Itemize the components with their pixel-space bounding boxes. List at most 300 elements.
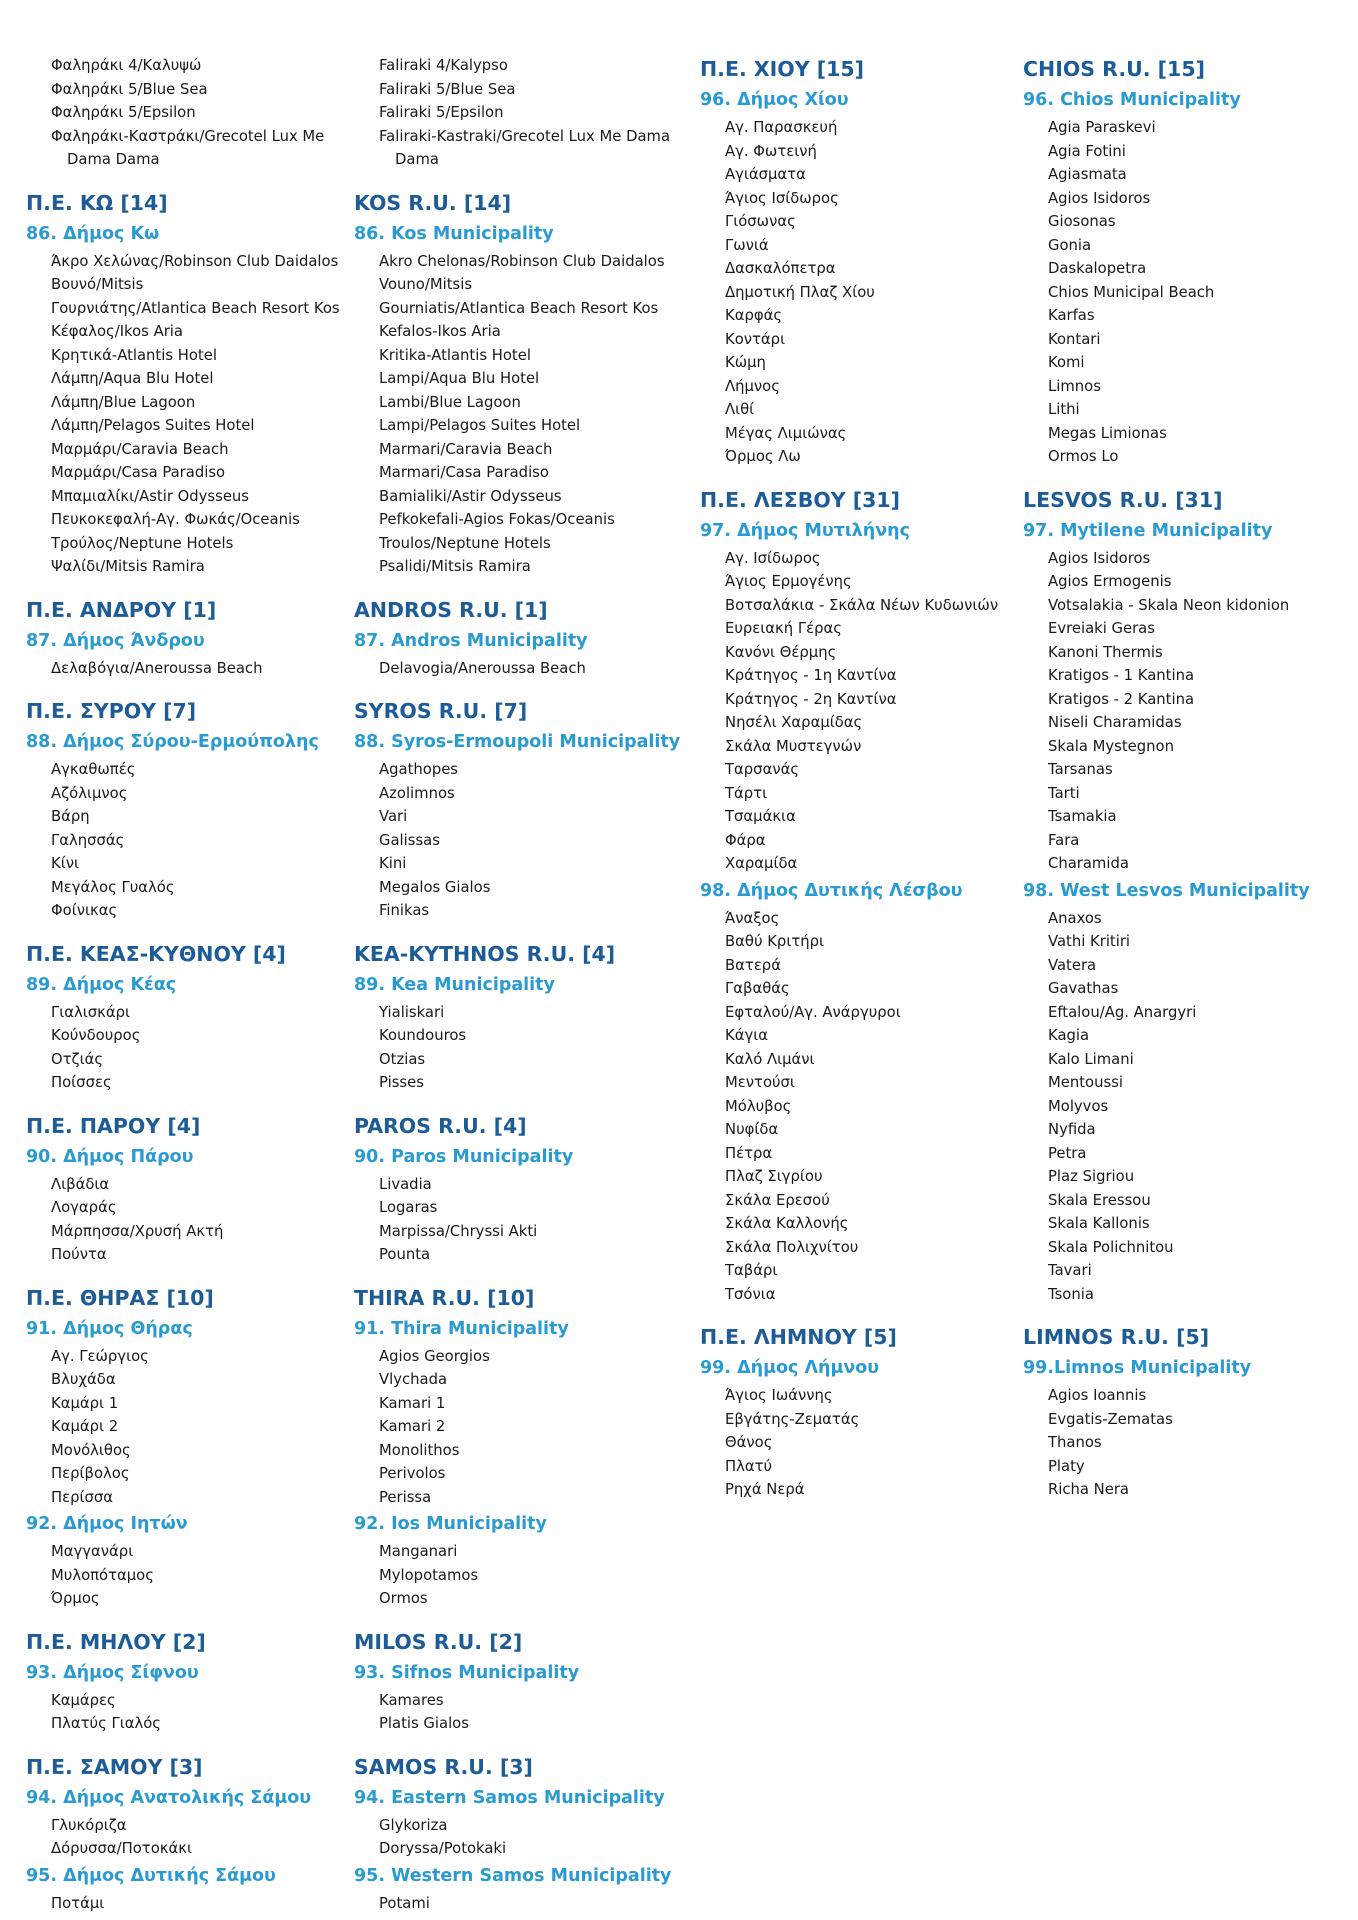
- beach-item: Monolithos: [379, 1441, 460, 1459]
- beach-list: [700, 547, 1020, 876]
- beach-item: Γαβαθάς: [725, 980, 790, 997]
- beach-item: Kini: [379, 855, 407, 872]
- beach-item: Άκρο Χελώνας/Robinson Club Daidalos: [51, 252, 339, 270]
- municipality-heading: 99.Limnos Municipality: [1023, 1358, 1252, 1378]
- municipality-heading: 88. Syros-Ermoupoli Municipality: [354, 732, 681, 752]
- beach-item: Megalos Gialos: [379, 878, 491, 896]
- municipality-heading: 89. Kea Municipality: [354, 974, 555, 995]
- beach-item: Kamares: [379, 1691, 444, 1709]
- beach-item: Kratigos - 2 Kantina: [1048, 690, 1195, 708]
- beach-item: Καμάρι 1: [51, 1394, 119, 1412]
- beach-item: Karfas: [1048, 307, 1095, 324]
- beach-item: Οτζιάς: [51, 1050, 104, 1068]
- beach-item: Agiasmata: [1048, 166, 1127, 183]
- beach-item: Κρητικά-Atlantis Hotel: [51, 346, 217, 364]
- beach-item: Περίσσα: [51, 1488, 114, 1506]
- beach-item: Μονόλιθος: [51, 1441, 131, 1459]
- beach-item: Άγιος Ιωάννης: [725, 1387, 833, 1404]
- municipality-heading: 94. Δήμος Ανατολικής Σάμου: [26, 1787, 312, 1808]
- beach-item: Λήμνος: [725, 377, 780, 395]
- beach-item: Κάγια: [725, 1027, 768, 1044]
- beach-list: [26, 1689, 351, 1736]
- beach-item: Πλαζ Σιγρίου: [725, 1168, 823, 1185]
- beach-list: [354, 1173, 694, 1267]
- beach-item: Πλατύ: [725, 1457, 773, 1475]
- regional-unit-heading: Π.Ε. ΧΙΟΥ [15]: [700, 57, 864, 81]
- beach-item: Δημοτική Πλαζ Χίου: [725, 283, 875, 301]
- beach-list: [26, 54, 351, 172]
- beach-item: Nyfida: [1048, 1121, 1096, 1138]
- beach-list: [26, 1173, 351, 1267]
- beach-item: Kagia: [1048, 1027, 1090, 1044]
- beach-item: Vari: [379, 808, 408, 825]
- beach-item: Petra: [1048, 1144, 1087, 1162]
- beach-list: [354, 1814, 694, 1861]
- beach-list: [26, 657, 351, 681]
- regional-unit-heading: Π.Ε. ΘΗΡΑΣ [10]: [26, 1285, 214, 1310]
- municipality-heading: 98. Δήμος Δυτικής Λέσβου: [700, 880, 963, 901]
- regional-unit-heading: Π.Ε. ΑΝΔΡΟΥ [1]: [26, 597, 217, 622]
- beach-item: Votsalakia - Skala Neon kidonion: [1048, 596, 1290, 614]
- beach-item: Galissas: [379, 831, 440, 849]
- beach-item: Perissa: [379, 1488, 432, 1506]
- beach-item: Lithi: [1048, 401, 1080, 418]
- beach-item: Μπαμιαλίκι/Astir Odysseus: [51, 487, 250, 505]
- beach-list: [354, 1689, 694, 1736]
- regional-unit-heading: Π.Ε. ΜΗΛΟΥ [2]: [26, 1629, 206, 1654]
- municipality-heading: 97. Mytilene Municipality: [1023, 520, 1273, 541]
- beach-item: Μαρμάρι/Casa Paradiso: [51, 464, 226, 481]
- beach-item: Όρμος: [51, 1590, 100, 1607]
- beach-item: Agios Isidoros: [1048, 549, 1151, 567]
- beach-item: Λιθί: [725, 401, 755, 418]
- beach-item: Πούντα: [51, 1246, 107, 1263]
- beach-item: Χαραμίδα: [725, 855, 798, 872]
- beach-item: Skala Polichnitou: [1048, 1238, 1174, 1256]
- beach-item: Richa Nera: [1048, 1481, 1129, 1498]
- beach-item: Κράτηγος - 1η Καντίνα: [725, 667, 897, 684]
- regional-unit-heading: ANDROS R.U. [1]: [354, 597, 548, 622]
- beach-list: [26, 250, 351, 579]
- beach-item: Vlychada: [379, 1371, 448, 1388]
- beach-item: Φοίνικας: [51, 902, 118, 919]
- beach-item: Marmari/Casa Paradiso: [379, 464, 549, 481]
- beach-list: [700, 116, 1020, 469]
- beach-item: Logaras: [379, 1199, 438, 1216]
- beach-item: Ρηχά Νερά: [725, 1481, 805, 1498]
- municipality-block: [700, 485, 1020, 876]
- regional-unit-heading: Π.Ε. ΠΑΡΟΥ [4]: [26, 1113, 201, 1138]
- beach-item: Manganari: [379, 1543, 458, 1560]
- beach-item: Kefalos-Ikos Aria: [379, 323, 501, 340]
- beach-item: Βουνό/Mitsis: [51, 276, 144, 293]
- beach-item: Fara: [1048, 831, 1080, 849]
- beach-item: Δασκαλόπετρα: [725, 260, 836, 277]
- beach-item: Γλυκόριζα: [51, 1816, 127, 1834]
- municipality-block: [26, 1861, 351, 1916]
- beach-item: Skala Mystegnon: [1048, 737, 1174, 755]
- beach-item: Eftalou/Ag. Anargyri: [1048, 1003, 1197, 1021]
- beach-item: Agios Ioannis: [1048, 1387, 1147, 1404]
- beach-item: Bamialiki/Astir Odysseus: [379, 487, 562, 505]
- municipality-heading: 95. Δήμος Δυτικής Σάμου: [26, 1865, 276, 1886]
- beach-item: Mylopotamos: [379, 1566, 479, 1584]
- municipality-heading: 87. Andros Municipality: [354, 630, 588, 651]
- beach-item: Σκάλα Μυστεγνών: [725, 737, 862, 755]
- municipality-block: [354, 595, 694, 681]
- beach-item: Λάμπη/Aqua Blu Hotel: [51, 370, 214, 387]
- beach-item: Koundouros: [379, 1027, 467, 1044]
- beach-item: Lampi/Aqua Blu Hotel: [379, 370, 540, 387]
- beach-item: Gourniatis/Atlantica Beach Resort Kos: [379, 299, 659, 317]
- beach-item: Pisses: [379, 1074, 424, 1091]
- beach-item: Σκάλα Πολιχνίτου: [725, 1238, 859, 1256]
- beach-list: [1023, 547, 1353, 876]
- beach-item: Κούνδουρος: [51, 1027, 141, 1044]
- beach-item: Thanos: [1048, 1434, 1102, 1451]
- municipality-heading: 96. Chios Municipality: [1023, 90, 1241, 110]
- beach-item: Βλυχάδα: [51, 1371, 116, 1388]
- beach-item: Platy: [1048, 1457, 1085, 1475]
- beach-item: Φαληράκι-Καστράκι/Grecotel Lux Me Dama Dama: [51, 127, 325, 168]
- municipality-block: [354, 1627, 694, 1736]
- beach-item: Γουρνιάτης/Atlantica Beach Resort Kos: [51, 299, 340, 317]
- municipality-block: [354, 1283, 694, 1510]
- beach-item: Τσαμάκια: [725, 808, 796, 825]
- beach-item: Λάμπη/Pelagos Suites Hotel: [51, 417, 255, 434]
- beach-item: Agia Fotini: [1048, 142, 1126, 160]
- beach-item: Ευρειακή Γέρας: [725, 620, 842, 637]
- municipality-heading: 91. Δήμος Θήρας: [26, 1318, 193, 1339]
- beach-item: Faliraki-Kastraki/Grecotel Lux Me Dama Dama: [379, 127, 671, 168]
- beach-item: Εβγάτης-Ζεματάς: [725, 1410, 860, 1428]
- beach-item: Μέγας Λιμιώνας: [725, 424, 847, 442]
- beach-item: Marmari/Caravia Beach: [379, 440, 553, 458]
- municipality-block: [26, 939, 351, 1095]
- beach-item: Faliraki 4/Kalypso: [379, 57, 508, 74]
- beach-item: Αγ. Φωτεινή: [725, 142, 817, 160]
- beach-item: Agios Ermogenis: [1048, 573, 1172, 590]
- municipality-block: [354, 1509, 694, 1611]
- municipality-heading: 90. Δήμος Πάρου: [26, 1146, 194, 1167]
- municipality-heading: 87. Δήμος Άνδρου: [26, 630, 205, 651]
- beach-item: Marpissa/Chryssi Akti: [379, 1222, 538, 1240]
- beach-list: [354, 1001, 694, 1095]
- beach-item: Ταβάρι: [725, 1262, 778, 1279]
- beach-list: [354, 657, 694, 681]
- beach-item: Φαληράκι 5/Epsilon: [51, 104, 196, 121]
- municipality-block: [354, 1111, 694, 1267]
- regional-unit-heading: LESVOS R.U. [31]: [1023, 487, 1223, 512]
- municipality-block: [26, 1111, 351, 1267]
- beach-item: Ποτάμι: [51, 1894, 105, 1912]
- beach-item: Καρφάς: [725, 307, 783, 324]
- beach-item: Μάρπησσα/Χρυσή Ακτή: [51, 1222, 224, 1240]
- beach-item: Κέφαλος/Ikos Aria: [51, 323, 183, 340]
- beach-item: Troulos/Neptune Hotels: [379, 534, 551, 552]
- regional-unit-heading: CHIOS R.U. [15]: [1023, 57, 1205, 81]
- beach-item: Τσόνια: [725, 1285, 776, 1303]
- regional-unit-heading: Π.Ε. ΚΕΑΣ-ΚΥΘΝΟΥ [4]: [26, 941, 286, 966]
- municipality-heading: 92. Ios Municipality: [354, 1514, 547, 1534]
- beach-item: Finikas: [379, 902, 430, 919]
- beach-item: Plaz Sigriou: [1048, 1168, 1135, 1185]
- beach-item: Megas Limionas: [1048, 424, 1167, 442]
- beach-item: Μυλοπόταμος: [51, 1566, 154, 1584]
- beach-item: Νυφίδα: [725, 1121, 779, 1138]
- municipality-block: [26, 1509, 351, 1611]
- beach-item: Ormos: [379, 1590, 428, 1607]
- beach-item: Pounta: [379, 1246, 431, 1263]
- beach-item: Azolimnos: [379, 784, 455, 802]
- beach-item: Άγιος Ισίδωρος: [725, 189, 839, 207]
- beach-item: Molyvos: [1048, 1097, 1109, 1115]
- municipality-heading: 90. Paros Municipality: [354, 1146, 574, 1167]
- beach-item: Niseli Charamidas: [1048, 714, 1182, 731]
- municipality-block: [26, 1627, 351, 1736]
- municipality-heading: 95. Western Samos Municipality: [354, 1865, 672, 1886]
- beach-item: Akro Chelonas/Robinson Club Daidalos: [379, 252, 665, 270]
- beach-list: [354, 758, 694, 923]
- beach-item: Perivolos: [379, 1465, 446, 1482]
- beach-list: [354, 1540, 694, 1611]
- beach-item: Ormos Lo: [1048, 448, 1119, 465]
- beach-item: Βάρη: [51, 808, 90, 825]
- beach-item: Βαθύ Κριτήρι: [725, 933, 825, 950]
- beach-item: Νησέλι Χαραμίδας: [725, 714, 863, 731]
- beach-item: Κίνι: [51, 855, 79, 872]
- regional-unit-heading: MILOS R.U. [2]: [354, 1629, 523, 1654]
- beach-item: Potami: [379, 1894, 430, 1912]
- beach-item: Faliraki 5/Blue Sea: [379, 80, 516, 98]
- beach-item: Λιβάδια: [51, 1175, 110, 1193]
- beach-item: Κώμη: [725, 354, 766, 371]
- column-4: [1023, 54, 1353, 1502]
- regional-unit-heading: KOS R.U. [14]: [354, 190, 512, 215]
- beach-item: Tsamakia: [1048, 808, 1117, 825]
- beach-item: Περίβολος: [51, 1465, 130, 1482]
- beach-item: Βοτσαλάκια - Σκάλα Νέων Κυδωνιών: [725, 596, 999, 614]
- municipality-block: [354, 1861, 694, 1916]
- regional-unit-heading: PAROS R.U. [4]: [354, 1113, 527, 1138]
- beach-item: Κανόνι Θέρμης: [725, 643, 837, 661]
- regional-unit-heading: THIRA R.U. [10]: [354, 1285, 535, 1310]
- municipality-block: [1023, 54, 1353, 469]
- beach-item: Άναξος: [725, 909, 780, 927]
- beach-item: Kritika-Atlantis Hotel: [379, 346, 531, 364]
- municipality-block: [354, 1752, 694, 1861]
- beach-item: Ποίσσες: [51, 1074, 112, 1091]
- beach-item: Αγ. Ισίδωρος: [725, 549, 821, 567]
- beach-item: Αγκαθωπές: [51, 761, 136, 778]
- municipality-block: [1023, 1322, 1353, 1502]
- beach-item: Delavogia/Aneroussa Beach: [379, 659, 586, 677]
- beach-item: Otzias: [379, 1050, 426, 1068]
- municipality-heading: 93. Sifnos Municipality: [354, 1662, 580, 1683]
- beach-item: Vathi Kritiri: [1048, 933, 1131, 950]
- municipality-heading: 86. Δήμος Κω: [26, 223, 160, 244]
- beach-item: Δόρυσσα/Ποτοκάκι: [51, 1840, 192, 1857]
- beach-item: Πέτρα: [725, 1144, 773, 1162]
- municipality-heading: 91. Thira Municipality: [354, 1318, 569, 1339]
- beach-item: Αγ. Παρασκευή: [725, 119, 838, 136]
- beach-item: Agios Isidoros: [1048, 189, 1151, 207]
- beach-item: Tarti: [1048, 784, 1080, 802]
- column-3: [700, 54, 1020, 1502]
- beach-item: Mentoussi: [1048, 1074, 1124, 1091]
- beach-item: Κοντάρι: [725, 330, 786, 348]
- beach-item: Evgatis-Zematas: [1048, 1410, 1173, 1428]
- municipality-block: [354, 696, 694, 923]
- municipality-block: [26, 696, 351, 923]
- beach-item: Σκάλα Ερεσού: [725, 1191, 830, 1209]
- beach-list: [354, 54, 694, 172]
- beach-item: Φαληράκι 5/Blue Sea: [51, 80, 208, 98]
- beach-item: Δελαβόγια/Aneroussa Beach: [51, 659, 263, 677]
- beach-item: Λογαράς: [51, 1199, 117, 1216]
- beach-item: Psalidi/Mitsis Ramira: [379, 558, 531, 575]
- municipality-block: [700, 1322, 1020, 1502]
- beach-item: Εφταλού/Αγ. Ανάργυροι: [725, 1003, 901, 1021]
- beach-list: [354, 1892, 694, 1916]
- municipality-block: [354, 939, 694, 1095]
- beach-item: Μαγγανάρι: [51, 1543, 134, 1560]
- beach-item: Φάρα: [725, 831, 766, 849]
- beach-item: Giosonas: [1048, 213, 1116, 230]
- regional-unit-heading: LIMNOS R.U. [5]: [1023, 1325, 1210, 1349]
- beach-list: [354, 1345, 694, 1510]
- beach-item: Πευκοκεφαλή-Αγ. Φωκάς/Oceanis: [51, 511, 300, 528]
- beach-list: [26, 758, 351, 923]
- column-2: [354, 54, 694, 1915]
- beach-item: Μαρμάρι/Caravia Beach: [51, 440, 229, 458]
- beach-item: Gonia: [1048, 236, 1092, 254]
- municipality-block: [700, 54, 1020, 469]
- beach-item: Ψαλίδι/Mitsis Ramira: [51, 558, 205, 575]
- municipality-heading: 98. West Lesvos Municipality: [1023, 880, 1310, 901]
- municipality-block: [26, 595, 351, 681]
- beach-item: Αγ. Γεώργιος: [51, 1347, 149, 1365]
- beach-item: Βατερά: [725, 956, 781, 974]
- beach-item: Πλατύς Γιαλός: [51, 1715, 161, 1732]
- beach-item: Glykoriza: [379, 1816, 448, 1834]
- beach-item: Tarsanas: [1048, 761, 1113, 778]
- beach-item: Kamari 1: [379, 1394, 446, 1412]
- beach-item: Θάνος: [725, 1434, 773, 1451]
- beach-item: Skala Kallonis: [1048, 1215, 1150, 1232]
- beach-item: Doryssa/Potokaki: [379, 1840, 507, 1857]
- municipality-heading: 89. Δήμος Κέας: [26, 974, 177, 995]
- municipality-block: [700, 876, 1020, 1307]
- municipality-block: [26, 1283, 351, 1510]
- beach-list: [26, 1345, 351, 1510]
- beach-item: Μόλυβος: [725, 1097, 792, 1115]
- beach-list: [26, 1814, 351, 1861]
- municipality-block: [1023, 876, 1353, 1307]
- beach-list: [354, 250, 694, 579]
- beach-item: Yialiskari: [379, 1003, 445, 1021]
- beach-item: Platis Gialos: [379, 1715, 469, 1732]
- regional-unit-heading: Π.Ε. ΛΗΜΝΟΥ [5]: [700, 1325, 897, 1349]
- beach-item: Ταρσανάς: [725, 761, 800, 778]
- beach-item: Σκάλα Καλλονής: [725, 1215, 849, 1232]
- beach-item: Καμάρι 2: [51, 1418, 119, 1435]
- beach-item: Τάρτι: [725, 784, 768, 802]
- beach-list: [1023, 907, 1353, 1307]
- beach-item: Gavathas: [1048, 980, 1119, 997]
- beach-item: Skala Eressou: [1048, 1191, 1151, 1209]
- beach-item: Agathopes: [379, 761, 459, 778]
- beach-item: Evreiaki Geras: [1048, 620, 1155, 637]
- beach-item: Αγιάσματα: [725, 166, 806, 183]
- beach-item: Daskalopetra: [1048, 260, 1147, 277]
- municipality-block: [26, 54, 351, 172]
- regional-unit-heading: Π.Ε. ΣΑΜΟΥ [3]: [26, 1754, 203, 1779]
- beach-item: Γαλησσάς: [51, 831, 125, 849]
- beach-item: Vouno/Mitsis: [379, 276, 473, 293]
- municipality-block: [26, 1752, 351, 1861]
- municipality-heading: 97. Δήμος Μυτιλήνης: [700, 520, 910, 541]
- municipality-block: [354, 188, 694, 579]
- beach-item: Anaxos: [1048, 909, 1102, 927]
- beach-list: [26, 1540, 351, 1611]
- beach-item: Kamari 2: [379, 1418, 446, 1435]
- beach-item: Kalo Limani: [1048, 1050, 1134, 1068]
- regional-unit-heading: Π.Ε. ΛΕΣΒΟΥ [31]: [700, 487, 901, 512]
- municipality-heading: 99. Δήμος Λήμνου: [700, 1358, 880, 1378]
- beach-item: Livadia: [379, 1175, 432, 1193]
- beach-item: Agia Paraskevi: [1048, 119, 1156, 136]
- beach-list: [1023, 1384, 1353, 1502]
- beach-list: [26, 1001, 351, 1095]
- municipality-heading: 94. Eastern Samos Municipality: [354, 1787, 665, 1808]
- beach-list: [26, 1892, 351, 1916]
- beach-item: Γιόσωνας: [725, 213, 796, 230]
- municipality-heading: 86. Kos Municipality: [354, 223, 554, 244]
- beach-item: Lampi/Pelagos Suites Hotel: [379, 417, 581, 434]
- beach-item: Charamida: [1048, 855, 1129, 872]
- beach-item: Τρούλος/Neptune Hotels: [51, 534, 234, 552]
- beach-item: Lambi/Blue Lagoon: [379, 393, 521, 411]
- municipality-heading: 88. Δήμος Σύρου-Ερμούπολης: [26, 732, 319, 752]
- beach-item: Καμάρες: [51, 1691, 116, 1709]
- regional-unit-heading: Π.Ε. ΣΥΡΟΥ [7]: [26, 699, 197, 723]
- beach-item: Κράτηγος - 2η Καντίνα: [725, 690, 897, 708]
- beach-item: Μεγάλος Γυαλός: [51, 878, 175, 896]
- beach-list: [700, 907, 1020, 1307]
- municipality-heading: 93. Δήμος Σίφνου: [26, 1662, 199, 1683]
- beach-item: Λάμπη/Blue Lagoon: [51, 393, 196, 411]
- beach-item: Kanoni Thermis: [1048, 643, 1163, 661]
- beach-item: Φαληράκι 4/Καλυψώ: [51, 57, 202, 74]
- beach-item: Kontari: [1048, 330, 1101, 348]
- beach-item: Γιαλισκάρι: [51, 1003, 131, 1021]
- beach-item: Chios Municipal Beach: [1048, 283, 1215, 301]
- beach-item: Pefkokefali-Agios Fokas/Oceanis: [379, 511, 615, 528]
- beach-item: Όρμος Λω: [725, 448, 801, 465]
- municipality-block: [354, 54, 694, 172]
- column-1: [26, 54, 351, 1915]
- beach-list: [700, 1384, 1020, 1502]
- beach-item: Komi: [1048, 354, 1085, 371]
- regional-unit-heading: SAMOS R.U. [3]: [354, 1754, 533, 1779]
- municipality-heading: 96. Δήμος Χίου: [700, 90, 849, 110]
- beach-item: Vatera: [1048, 956, 1097, 974]
- beach-item: Γωνιά: [725, 236, 769, 254]
- beach-item: Αζόλιμνος: [51, 784, 128, 802]
- beach-item: Μεντούσι: [725, 1074, 795, 1091]
- beach-item: Agios Georgios: [379, 1347, 490, 1365]
